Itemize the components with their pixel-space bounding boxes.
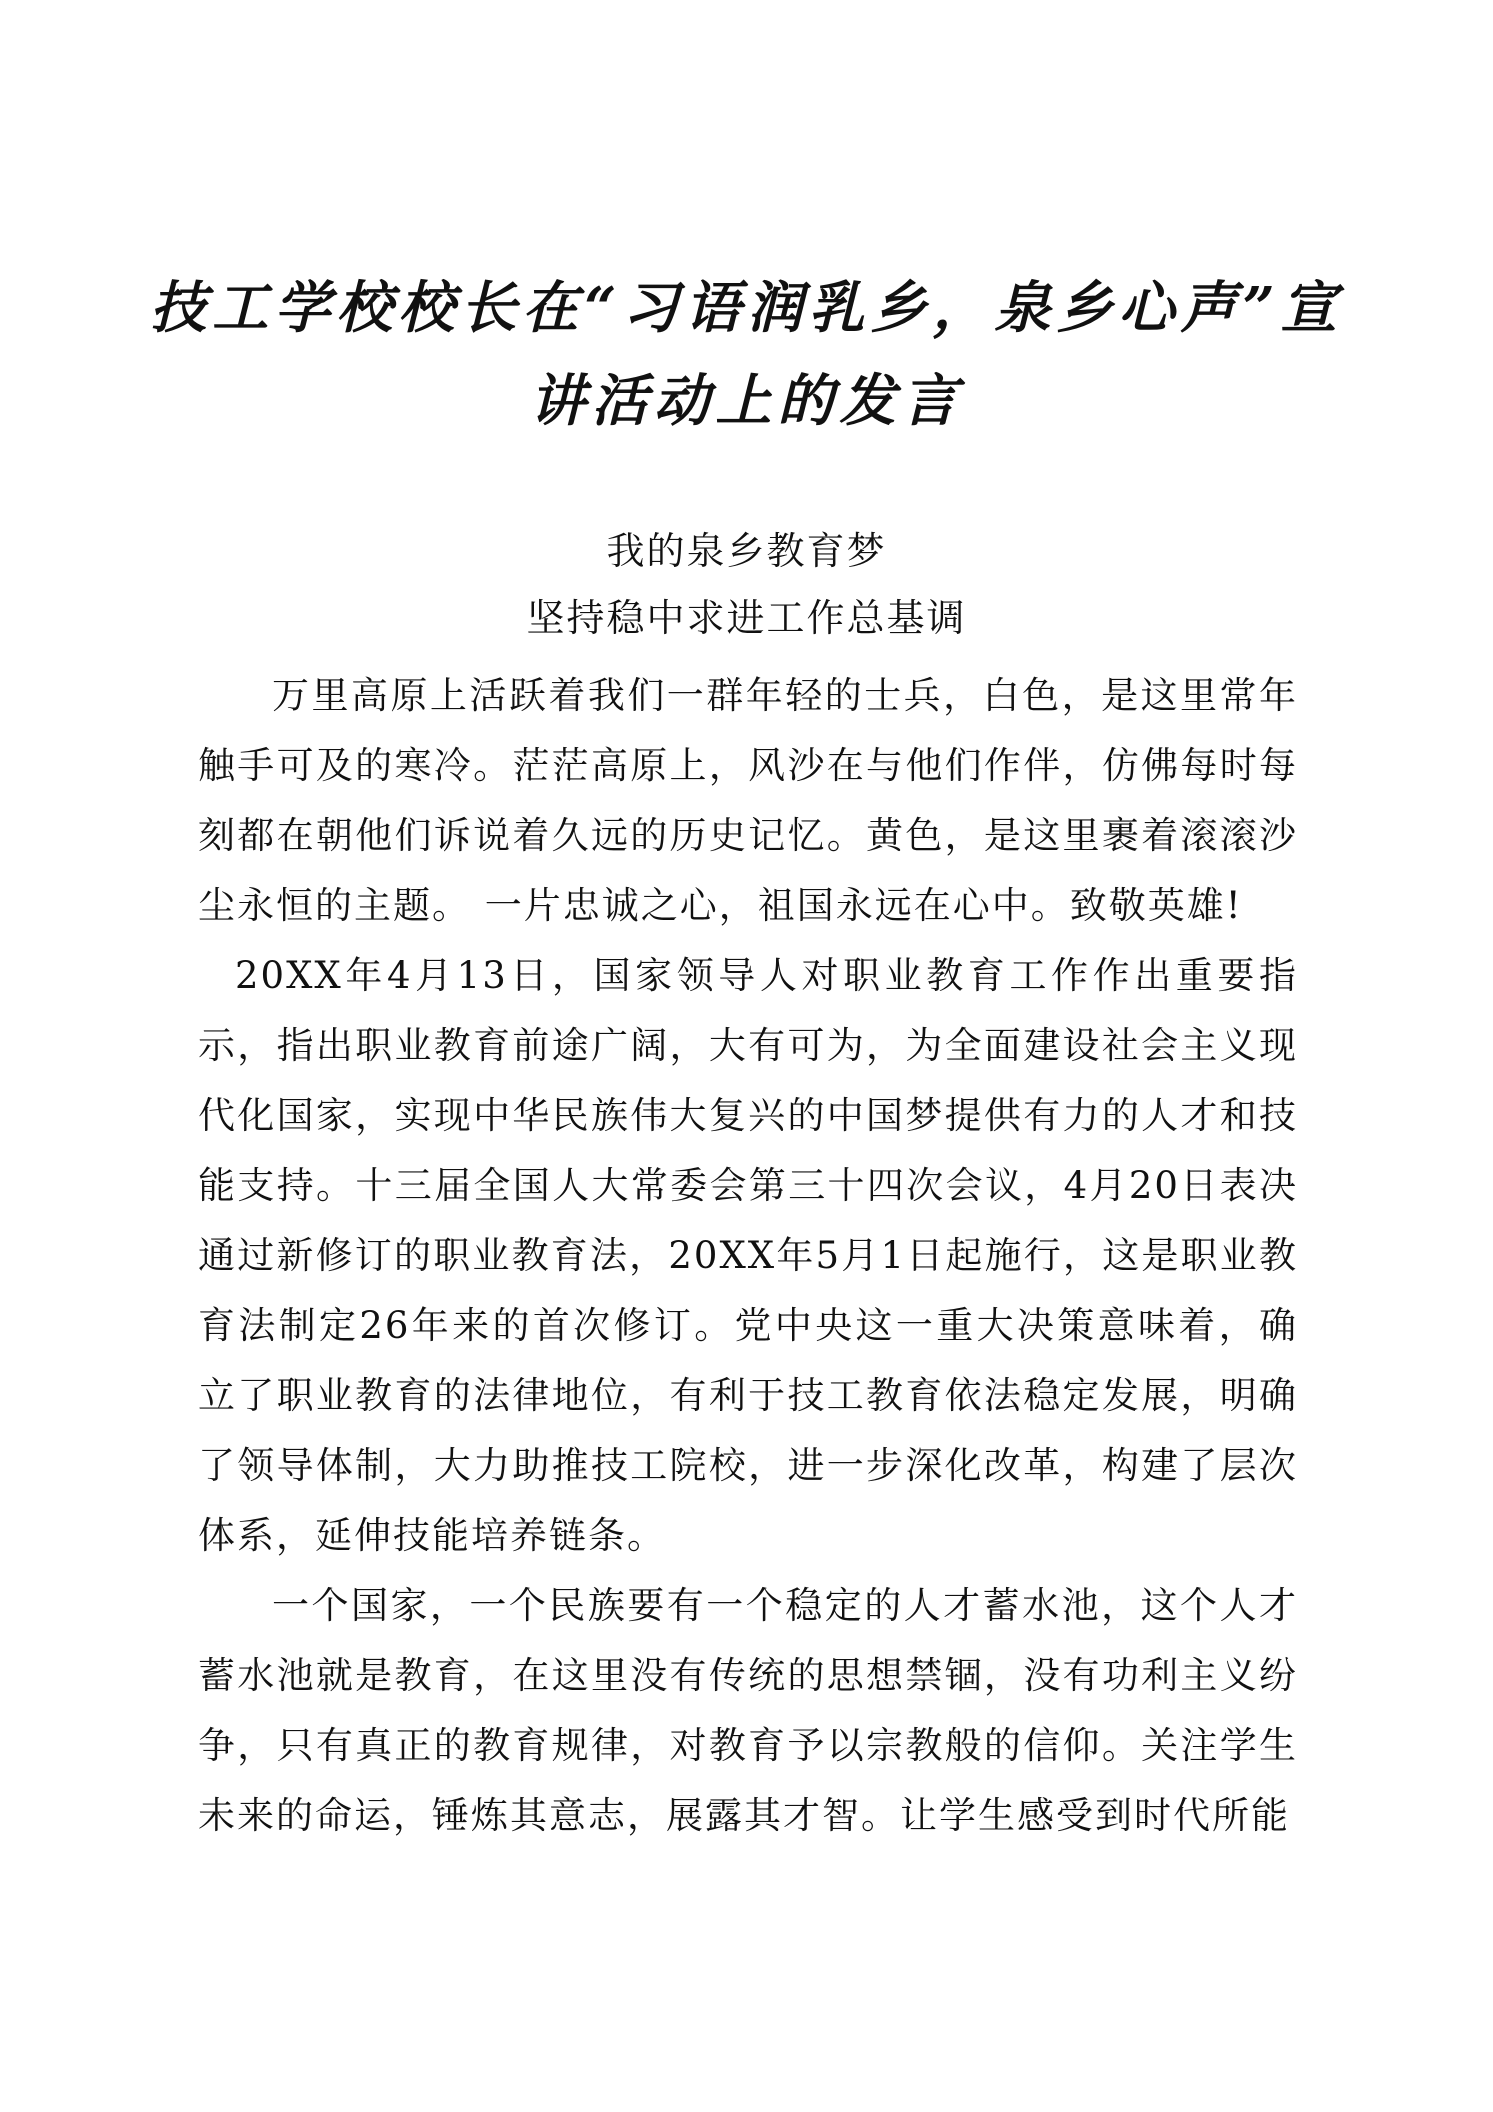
paragraph-plateau-soldiers: 万里高原上活跃着我们一群年轻的士兵，白色，是这里常年触手可及的寒冷。茫茫高原上，风沙在与他们作伴，仿佛每时每刻都在朝他们诉说着久远的历史记忆。黄色，是这里裹着滚滚沙尘永恒的主题。 一片忠诚之心，祖国永远在心中。致敬英雄! — [198, 674, 1298, 927]
paragraph-talent-reservoir: 一个国家，一个民族要有一个稳定的人才蓄水池，这个人才蓄水池就是教育，在这里没有传统的思想禁锢，没有功利主义纷争，只有真正的教育规律，对教育予以宗教般的信仰。关注学生未来的命运，锤炼其意志，展露其才智。让学生感受到时代所能 — [198, 1584, 1298, 1837]
document-body — [198, 661, 1298, 1851]
subtitle-keynote: 坚持稳中求进工作总基调 — [526, 596, 967, 640]
subtitle-dream: 我的泉乡教育梦 — [606, 529, 887, 573]
document-title: 技工学校校长在“习语润乳乡，泉乡心声”宣讲活动上的发言 — [150, 275, 1343, 434]
paragraph-vocational-law: 20XX年4月13日，国家领导人对职业教育工作作出重要指示，指出职业教育前途广阔，大有可为，为全面建设社会主义现代化国家，实现中华民族伟大复兴的中国梦提供有力的人才和技能支持。十三届全国人大常委会第三十四次会议，4月20日表决通过新修订的职业教育法，20XX年5月1日起施行，这是职业教育法制定26年来的首次修订。党中央这一重大决策意味着，确立了职业教育的法律地位，有利于技工教育依法稳定发展，明确了领导体制，大力助推技工院校，进一步深化改革，构建了层次体系，延伸技能培养链条。 — [198, 954, 1298, 1557]
